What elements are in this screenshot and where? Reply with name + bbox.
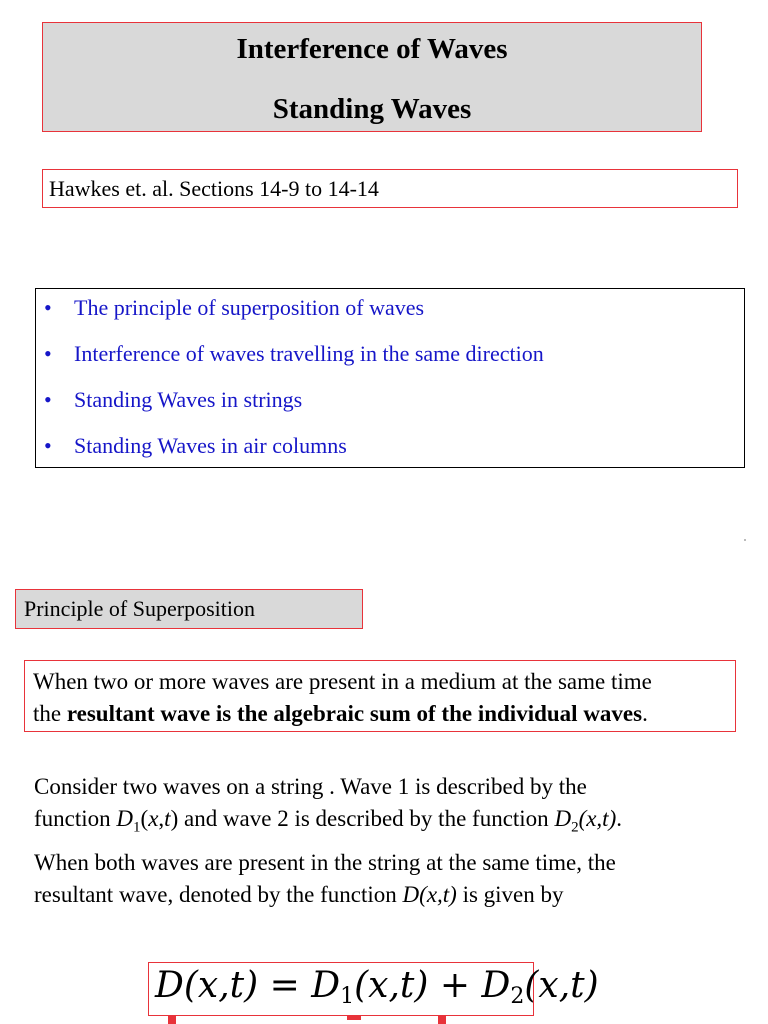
p1-func2-args: (x,t) [578, 806, 617, 831]
p1-func1-close: ) [170, 806, 179, 831]
p1-func1-name: D [116, 806, 134, 831]
paragraph-2 [34, 847, 734, 911]
p1-text-a: function [34, 806, 117, 831]
p2-text-b: is given by [456, 882, 564, 907]
section-heading: Principle of Superposition [24, 596, 255, 621]
eq-term2-sub: 2 [510, 984, 525, 1009]
p1-text-c: . [616, 806, 622, 831]
paragraph-2-line-2 [34, 879, 734, 911]
list-item [44, 387, 302, 413]
list-item [44, 433, 347, 459]
eq-lhs-name: D [155, 965, 184, 1006]
p1-func2-sub: 2 [571, 819, 579, 836]
paragraph-2-line-1: When both waves are present in the string at the same time, the [34, 850, 616, 875]
list-item [44, 295, 424, 321]
definition-suffix: . [642, 701, 648, 726]
p1-func1-sub: 1 [133, 819, 141, 836]
annotation-mark [168, 1016, 176, 1024]
p2-func-args: (x,t) [419, 882, 457, 907]
topic-label: Standing Waves in strings [74, 387, 303, 412]
bullet-icon: • [44, 295, 52, 320]
eq-plus: + [428, 965, 482, 1006]
p1-func2-name: D [554, 806, 572, 831]
title-box [42, 22, 702, 132]
eq-term2-name: D [481, 965, 511, 1006]
definition-line-1: When two or more waves are present in a medium at the same time [33, 669, 652, 694]
annotation-mark [438, 1016, 446, 1024]
title-line-1: Interference of Waves [236, 33, 508, 65]
eq-equals: = [258, 965, 312, 1006]
definition-bold: resultant wave is the algebraic sum of the individual waves [66, 701, 643, 726]
p1-func1-open: ( [140, 806, 149, 831]
topic-label: Interference of waves travelling in the same direction [74, 341, 544, 366]
eq-term2-args: (x,t) [524, 965, 599, 1006]
paragraph-1-line-1: Consider two waves on a string . Wave 1 is described by the [34, 774, 587, 799]
annotation-mark [347, 1016, 361, 1020]
section-heading-box [15, 589, 363, 629]
bullet-icon: • [44, 387, 52, 412]
definition-box [24, 660, 736, 732]
topic-label: Standing Waves in air columns [74, 433, 347, 458]
reference-box [42, 169, 738, 208]
list-item [44, 341, 544, 367]
bullet-icon: • [44, 341, 52, 366]
definition-line-2 [33, 698, 735, 730]
reference-text: Hawkes et. al. Sections 14-9 to 14-14 [49, 176, 379, 201]
eq-lhs-args: (x,t) [183, 965, 259, 1006]
eq-term1-name: D [311, 965, 341, 1006]
p1-func1-x: x [148, 806, 159, 831]
p2-func-name: D [402, 882, 420, 907]
p2-text-a: resultant wave, denoted by the function [34, 882, 403, 907]
topic-label: The principle of superposition of waves [74, 295, 425, 320]
topics-box [35, 288, 745, 468]
paragraph-1 [34, 771, 734, 844]
bullet-icon: • [44, 433, 52, 458]
title-line-2: Standing Waves [272, 93, 472, 125]
p1-func1-t: t [164, 806, 171, 831]
eq-term1-args: (x,t) [354, 965, 429, 1006]
paragraph-1-line-2 [34, 803, 734, 844]
definition-prefix: the [33, 701, 67, 726]
p1-func1-comma: , [158, 806, 165, 831]
equation-box [148, 962, 599, 1016]
speck [744, 539, 746, 541]
p1-text-b: and wave 2 is described by the function [178, 806, 555, 831]
eq-term1-sub: 1 [340, 984, 355, 1009]
